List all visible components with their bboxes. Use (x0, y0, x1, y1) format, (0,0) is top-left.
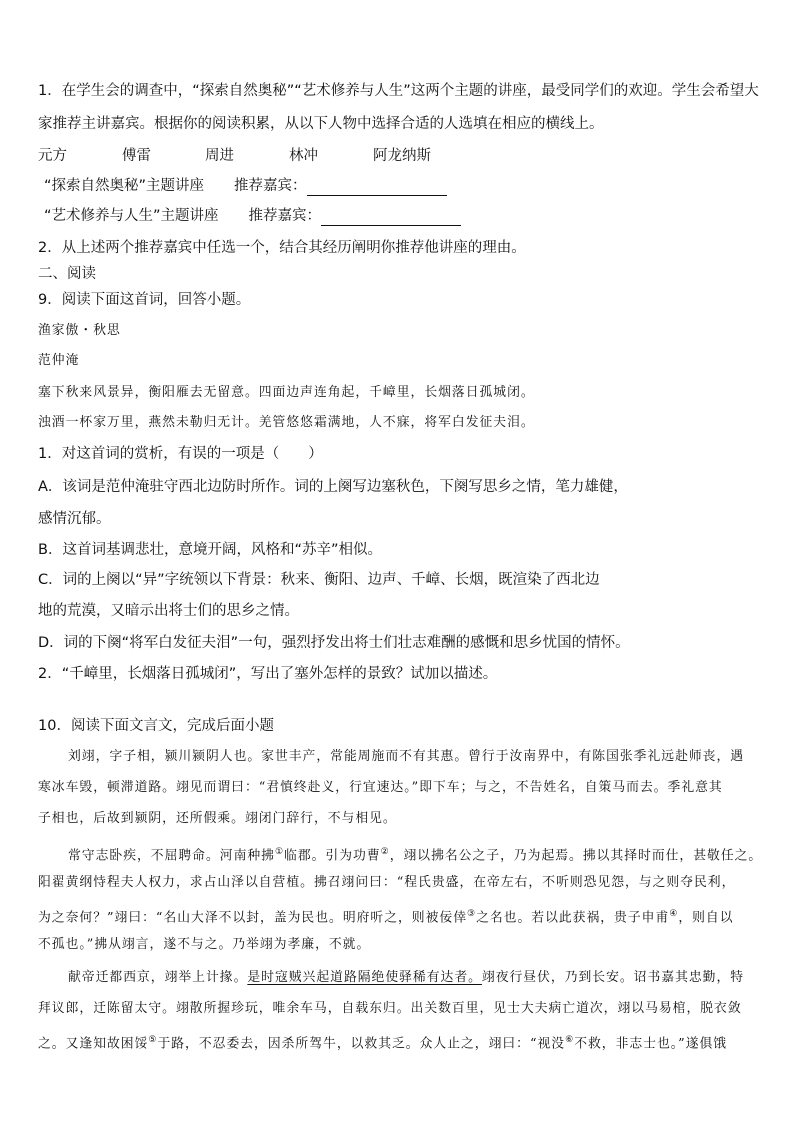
footnote-mark: ② (380, 847, 390, 857)
topic-label: “探索自然奥秘”主题讲座 (44, 178, 205, 194)
q1-fill-row-1 (44, 176, 447, 196)
footnote-mark: ④ (669, 909, 679, 919)
q1-fill-row-2 (44, 206, 461, 226)
candidate-name: 阿龙纳斯 (373, 148, 431, 164)
option-a: A．该词是范仲淹驻守西北边防时所作。词的上阕写边塞秋色，下阕写思乡之情，笔力雄健， (38, 479, 628, 495)
passage-p1-line-3: 子相也，后故到颍阴，还所假乘。翊闭门辞行，不与相见。 (38, 811, 397, 826)
guest-label: 推荐嘉宾： (234, 178, 307, 194)
q10-heading: 10．阅读下面文言文，完成后面小题 (38, 718, 274, 734)
section-title: 二、阅读 (38, 266, 96, 282)
passage-p2-line-4: 不孤也。”拂从翊言，遂不与之。乃举翊为孝廉，不就。 (38, 937, 371, 952)
topic-label: “艺术修养与人生”主题讲座 (44, 208, 219, 224)
poem-line-1: 塞下秋来风景异，衡阳雁去无留意。四面边声连角起，千嶂里，长烟落日孤城闭。 (38, 385, 535, 400)
guest-label: 推荐嘉宾： (248, 208, 322, 224)
passage-p3-line-1: 献帝迁都西京，翊举上计掾。是时寇贼兴起道路隔绝使驿稀有达者。翊夜行昼伏，乃到长安。诏书嘉其忠勤，特 (68, 970, 745, 985)
option-a-cont: 感情沉郁。 (38, 511, 111, 527)
answer-blank[interactable] (307, 180, 447, 196)
passage-p2-line-3: 为之奈何？”翊曰：“名山大泽不以封，盖为民也。明府听之，则被佞倖③之名也。若以此获祸，贵子申甫④，则自以 (38, 909, 734, 926)
poem-line-2: 浊酒一杯家万里，燕然未勒归无计。羌管悠悠霜满地，人不寐，将军白发征夫泪。 (38, 415, 535, 430)
candidate-name: 林冲 (289, 148, 318, 164)
candidate-name: 傅雷 (122, 148, 151, 164)
q1-line-1: 1．在学生会的调查中，“探索自然奥秘”“艺术修养与人生”这两个主题的讲座，最受同学们的欢迎。学生会希望大 (38, 83, 759, 99)
underlined-sentence: 是时寇贼兴起道路隔绝使驿稀有达者。 (247, 970, 482, 985)
option-c-cont: 地的荒漠，又暗示出将士们的思乡之情。 (38, 603, 299, 619)
q9-sub-question-1: 1．对这首词的赏析，有误的一项是（ ） (38, 446, 323, 462)
footnote-mark: ③ (467, 909, 477, 919)
passage-p1-line-2: 寒冰车毁，顿滞道路。翊见而谓曰：“君慎终赴义，行宜速达。”即下车；与之，不告姓名，自策马而去。季礼意其 (38, 780, 723, 795)
candidate-name: 周进 (205, 148, 234, 164)
q9-heading: 9．阅读下面这首词，回答小题。 (38, 292, 251, 308)
passage-p3-line-2: 拜议郎，迁陈留太守。翊散所握珍玩，唯余车马，自载东归。出关数百里，见士大夫病亡道次，翊以马易棺，脱衣敛 (38, 1001, 742, 1016)
q1-line-2: 家推荐主讲嘉宾。根据你的阅读积累，从以下人物中选择合适的人选填在相应的横线上。 (38, 116, 604, 132)
option-d: D．词的下阕“将军白发征夫泪”一句，强烈抒发出将士们壮志难酬的感慨和思乡忧国的情怀。 (38, 635, 630, 651)
poem-author: 范仲淹 (38, 353, 80, 368)
footnote-mark: ① (274, 847, 285, 857)
option-b: B．这首词基调悲壮，意境开阔，风格和“苏辛”相似。 (38, 542, 382, 558)
q9-sub-question-2: 2．“千嶂里，长烟落日孤城闭”，写出了塞外怎样的景致？试加以描述。 (38, 666, 498, 682)
footnote-mark: ⑥ (565, 1035, 575, 1045)
footnote-mark: ⑤ (148, 1035, 158, 1045)
passage-p3-line-3: 之。又逢知故困馁⑤于路，不忍委去，因杀所驾牛，以救其乏。众人止之，翊曰：“视没⑥不救，非志士也。”遂俱饿 (38, 1035, 728, 1052)
answer-blank[interactable] (321, 210, 461, 226)
candidate-name: 元方 (38, 148, 67, 164)
passage-p2-line-1: 常守志卧疾，不屈聘命。河南种拂①临郡。引为功曹②，翊以拂名公之子，乃为起焉。拂以其择时而仕，甚敬任之。 (68, 847, 763, 864)
q2-line: 2．从上述两个推荐嘉宾中任选一个，结合其经历阐明你推荐他讲座的理由。 (38, 240, 526, 256)
poem-title: 渔家傲・秋思 (38, 323, 121, 338)
option-c: C．词的上阕以“异”字统领以下背景：秋来、衡阳、边声、千嶂、长烟，既渲染了西北边 (38, 572, 600, 588)
passage-p2-line-2: 阳翟黄纲恃程夫人权力，求占山泽以自营植。拂召翊问曰：“程氏贵盛，在帝左右，不听则恐见怨，与之则夺民利， (38, 875, 736, 890)
passage-p1-line-1: 刘翊，字子相，颍川颍阴人也。家世丰产，常能周施而不有其惠。曾行于汝南界中，有陈国张季礼远赴师丧，遇 (68, 749, 745, 764)
